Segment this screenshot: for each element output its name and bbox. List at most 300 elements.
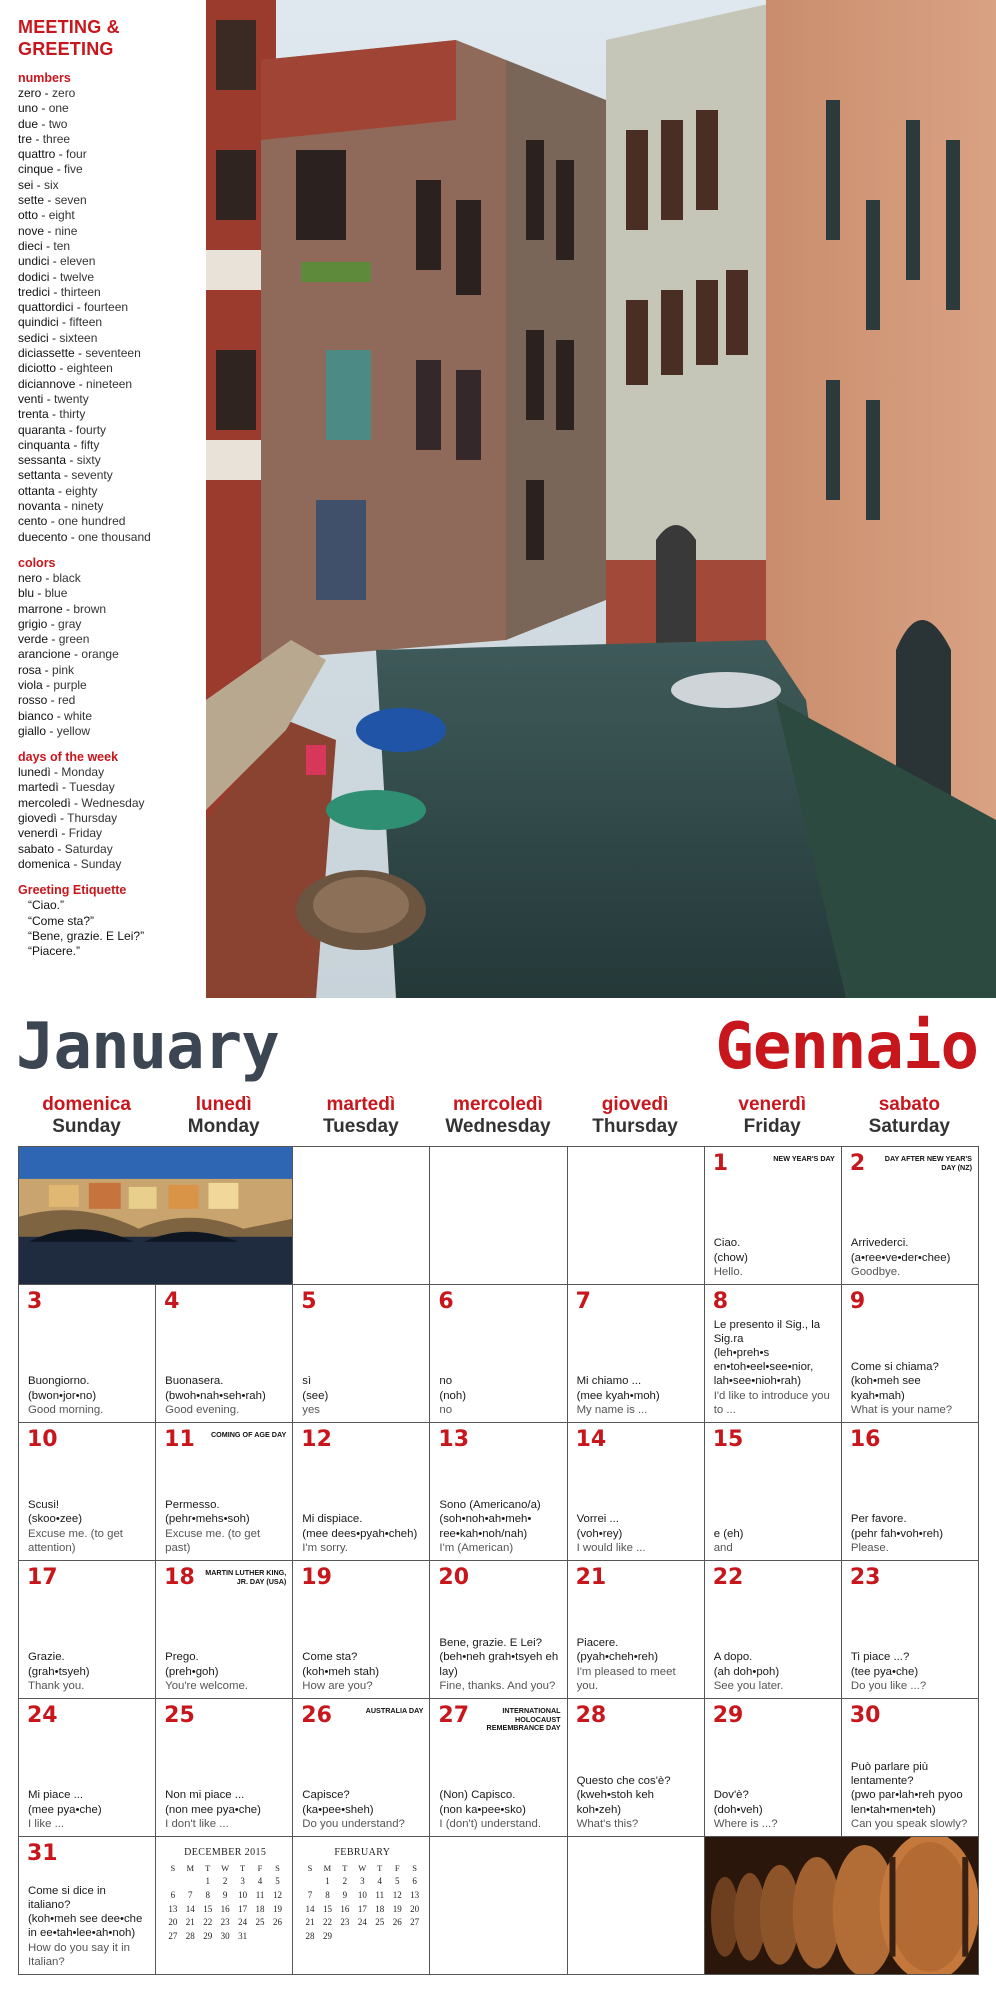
vocab-item-english: fourty: [76, 422, 107, 437]
wine-barrels-photo: [705, 1837, 979, 1975]
vocab-item: [18, 132, 206, 147]
mini-day: 10: [238, 1889, 248, 1900]
phrase-block: [28, 1498, 151, 1555]
vocab-item: [18, 514, 206, 529]
vocab-item: [18, 602, 206, 617]
vocab-section: [18, 555, 206, 739]
phrase-english: See you later.: [713, 1679, 784, 1692]
day-cell: [430, 1285, 567, 1423]
mini-day: 4: [377, 1876, 382, 1887]
mini-day: 23: [340, 1917, 350, 1928]
phrase-pronunciation: (skoo•zee): [28, 1513, 82, 1526]
mini-day: 1: [205, 1876, 210, 1887]
vocab-item-english: seventy: [71, 468, 113, 483]
phrase-english: I (don't) understand.: [439, 1817, 542, 1830]
day-number: 3: [27, 1289, 43, 1314]
vocab-item-italian: quattordici: [18, 300, 74, 315]
weekday-header: [841, 1094, 978, 1144]
day-cell: [842, 1561, 979, 1699]
vocab-separator: -: [67, 529, 79, 544]
vocab-item-english: five: [64, 162, 83, 177]
vocab-item-italian: giovedì: [18, 811, 57, 826]
day-cell: [705, 1699, 842, 1837]
phrase-italian: Mi chiamo ...: [576, 1375, 642, 1388]
vocab-item: [18, 86, 206, 101]
vocab-item-italian: due: [18, 116, 39, 131]
vocab-item: [18, 663, 206, 678]
calendar-cell-empty: [568, 1147, 705, 1285]
vocab-separator: -: [43, 391, 55, 406]
phrase-english: Do you understand?: [302, 1817, 405, 1830]
vocab-item-italian: tre: [18, 131, 33, 146]
day-number: 8: [712, 1289, 729, 1314]
vocab-item-italian: duecento: [18, 529, 68, 544]
vocab-item-italian: tredici: [18, 284, 51, 299]
weekday-italian: domenica: [42, 1094, 131, 1115]
phrase-pronunciation: (mee dees•pyah•cheh): [302, 1527, 418, 1540]
day-number: 16: [849, 1427, 881, 1452]
vocab-item-english: orange: [81, 647, 119, 662]
day-cell: [568, 1423, 705, 1561]
vocab-item-italian: ottanta: [18, 483, 55, 498]
vocab-separator: -: [53, 708, 65, 723]
vocab-item-italian: venti: [18, 391, 44, 406]
phrase-pronunciation: (preh•goh): [165, 1665, 219, 1678]
phrase-italian: no: [439, 1375, 453, 1388]
vocab-item-italian: arancione: [18, 647, 71, 662]
day-number: 19: [301, 1565, 332, 1590]
mini-day: 10: [357, 1889, 367, 1900]
vocab-item: [18, 162, 206, 177]
vocab-item-english: gray: [58, 616, 82, 631]
vocab-item-italian: settanta: [18, 468, 61, 483]
mini-day: 12: [273, 1889, 283, 1900]
day-number: 10: [27, 1427, 58, 1452]
vocab-item: [18, 453, 206, 468]
day-cell: [705, 1147, 842, 1285]
day-number: 7: [575, 1289, 591, 1314]
phrase-italian: Come si chiama?: [850, 1361, 939, 1374]
phrase-english: Thank you.: [28, 1679, 85, 1692]
mini-day: 20: [410, 1903, 420, 1914]
phrase-english: no: [439, 1403, 453, 1416]
vocab-item: [18, 499, 206, 514]
phrase-italian: A dopo.: [713, 1651, 753, 1664]
phrase-block: [714, 1650, 837, 1693]
vocab-item: [18, 857, 206, 872]
mini-day: 15: [203, 1903, 213, 1914]
mini-day: 1: [325, 1876, 330, 1887]
vocab-item-english: Thursday: [67, 811, 118, 826]
vocab-item-english: eleven: [60, 254, 96, 269]
mini-day: 8: [325, 1889, 330, 1900]
vocab-item-english: nineteen: [86, 376, 133, 391]
vocab-separator: -: [44, 223, 55, 238]
calendar-grid: [18, 1146, 979, 1975]
vocab-separator: -: [62, 601, 74, 616]
ponte-vecchio-photo: [19, 1147, 293, 1285]
calendar-cell-empty: [430, 1837, 567, 1975]
day-cell: [156, 1699, 293, 1837]
vocab-item-italian: diciannove: [18, 376, 76, 391]
vocab-item: [18, 438, 206, 453]
day-number: 12: [301, 1427, 332, 1452]
phrase-pronunciation: (chow): [713, 1251, 748, 1264]
mini-day: 14: [305, 1903, 315, 1914]
vocab-item-italian: cinquanta: [18, 437, 71, 452]
mini-day: 17: [238, 1903, 248, 1914]
vocab-item-english: seven: [54, 193, 87, 208]
vocab-item: [18, 208, 206, 223]
vocab-item-italian: cinque: [18, 162, 54, 177]
etiquette-phrase: “Bene, grazie. E Lei?”: [28, 928, 145, 943]
phrase-english: I would like ...: [576, 1541, 646, 1554]
day-cell: [19, 1285, 156, 1423]
vocab-item: [18, 647, 206, 662]
mini-weekday: T: [240, 1862, 246, 1873]
vocab-item-english: one thousand: [78, 529, 151, 544]
phrase-english: How do you say it in Italian?: [28, 1941, 130, 1968]
day-number: 5: [301, 1289, 317, 1314]
vocab-separator: -: [48, 407, 60, 422]
phrase-english: Good evening.: [165, 1403, 240, 1416]
phrase-english: Good morning.: [28, 1403, 104, 1416]
mini-calendar-week-row: [301, 1902, 423, 1916]
day-number: 21: [575, 1565, 607, 1590]
vocab-separator: -: [70, 647, 82, 662]
phrase-block: [439, 1788, 562, 1831]
greeting-etiquette-heading: Greeting Etiquette: [18, 883, 127, 898]
phrase-pronunciation: (ah doh•poh): [713, 1665, 780, 1678]
mini-weekday: S: [170, 1862, 176, 1873]
vocab-item-english: Saturday: [64, 841, 113, 856]
vocab-item-italian: uno: [18, 101, 39, 116]
phrase-block: [851, 1512, 974, 1555]
day-number: 26: [301, 1703, 332, 1728]
greeting-etiquette-section: [18, 882, 206, 959]
mini-calendar: [301, 1847, 423, 1943]
phrase-italian: Mi dispiace.: [302, 1513, 363, 1526]
vocab-item: [18, 632, 206, 647]
mini-day: 29: [322, 1930, 332, 1941]
vocab-separator: -: [38, 116, 49, 131]
day-number: 17: [27, 1565, 58, 1590]
mini-day: 28: [185, 1930, 195, 1941]
vocab-item-italian: rosa: [18, 662, 42, 677]
vocab-item: [18, 423, 206, 438]
phrase-block: [577, 1636, 700, 1693]
vocab-item-italian: cento: [18, 514, 48, 529]
vocab-item: [18, 842, 206, 857]
day-number: 24: [27, 1703, 58, 1728]
phrase-english: Fine, thanks. And you?: [439, 1679, 556, 1692]
phrase-italian: Buonasera.: [165, 1375, 224, 1388]
vocab-item: [18, 315, 206, 330]
phrase-pronunciation: (voh•rey): [576, 1527, 623, 1540]
phrase-english: I'm (American): [439, 1541, 514, 1554]
day-cell: [19, 1837, 156, 1975]
vocab-item: [18, 178, 206, 193]
holiday-label: AUSTRALIA DAY: [365, 1706, 424, 1715]
day-cell: [842, 1423, 979, 1561]
calendar-cell-empty: [568, 1837, 705, 1975]
phrase-english: and: [713, 1541, 733, 1554]
mini-calendar-week-row: [164, 1902, 286, 1916]
phrase-english: Excuse me. (to get attention): [28, 1527, 123, 1554]
phrase-pronunciation: (mee kyah•moh): [576, 1389, 660, 1402]
phrase-pronunciation: (pyah•cheh•reh): [576, 1651, 658, 1664]
mini-day: 6: [170, 1889, 176, 1900]
vocab-item-italian: sei: [18, 177, 34, 192]
weekday-header: [292, 1094, 429, 1144]
mini-day: 5: [275, 1876, 280, 1887]
mini-day: 2: [342, 1876, 348, 1887]
mini-day: 31: [238, 1930, 248, 1941]
phrase-english: I like ...: [28, 1817, 65, 1830]
mini-day: 30: [220, 1930, 230, 1941]
mini-weekday: M: [186, 1862, 195, 1873]
mini-calendar-week-row: [301, 1915, 423, 1929]
phrase-block: [439, 1374, 562, 1417]
phrase-block: [714, 1527, 837, 1555]
vocab-item-italian: dodici: [18, 269, 50, 284]
phrase-pronunciation: (grah•tsyeh): [28, 1665, 90, 1678]
mini-calendar-week-row: [164, 1929, 286, 1943]
vocab-separator: -: [47, 693, 59, 708]
phrase-italian: Come sta?: [302, 1651, 358, 1664]
vocab-item: [18, 346, 206, 361]
mini-calendar-week-row: [164, 1875, 286, 1889]
day-number: 31: [27, 1841, 58, 1866]
vocab-item-english: Tuesday: [69, 780, 115, 795]
vocab-item-italian: trenta: [18, 407, 49, 422]
vocab-separator: -: [42, 677, 54, 692]
vocab-item-english: eighteen: [66, 361, 113, 376]
vocab-item-english: Monday: [61, 765, 105, 780]
phrase-italian: Ti piace ...?: [850, 1651, 910, 1664]
phrase-block: [28, 1788, 151, 1831]
mini-day: 24: [238, 1917, 248, 1928]
vocab-item-english: green: [58, 632, 90, 647]
venice-canal-illustration: [206, 0, 996, 998]
day-number: 1: [712, 1151, 729, 1176]
mini-day: [251, 1929, 268, 1943]
phrase-english: Can you speak slowly?: [850, 1817, 968, 1830]
weekday-italian: sabato: [878, 1094, 940, 1115]
mini-day: 4: [257, 1876, 263, 1887]
day-number: 23: [849, 1565, 881, 1590]
vocab-item: [18, 571, 206, 586]
day-number: 20: [438, 1565, 470, 1590]
weekday-english: Sunday: [52, 1116, 121, 1137]
phrase-pronunciation: (mee pya•che): [28, 1803, 102, 1816]
weekday-italian: giovedì: [601, 1094, 669, 1115]
vocab-separator: -: [32, 131, 43, 146]
weekday-english: Thursday: [592, 1116, 678, 1137]
vocab-separator: -: [54, 483, 66, 498]
vocab-item: [18, 407, 206, 422]
vocab-separator: -: [56, 811, 68, 826]
phrase-pronunciation: (soh•noh•ah•meh• ree•kah•noh/nah): [439, 1513, 532, 1540]
vocab-item-english: twelve: [60, 269, 95, 284]
vocab-separator: -: [49, 254, 61, 269]
phrase-english: I'm pleased to meet you.: [576, 1665, 676, 1692]
phrase-block: [577, 1774, 700, 1831]
vocab-item-english: thirteen: [60, 284, 101, 299]
phrase-english: Excuse me. (to get past): [165, 1527, 261, 1554]
day-cell: [293, 1423, 430, 1561]
mini-calendar-week-row: [164, 1888, 286, 1902]
day-cell: [430, 1423, 567, 1561]
vocab-separator: -: [54, 841, 65, 856]
vocab-item: [18, 811, 206, 826]
day-cell: [842, 1285, 979, 1423]
vocab-separator: -: [48, 330, 60, 345]
mini-day: 22: [322, 1917, 332, 1928]
month-title-english: January: [16, 1010, 279, 1084]
day-number: 27: [438, 1703, 470, 1728]
phrase-italian: (Non) Capisco.: [439, 1789, 516, 1802]
phrase-english: What's this?: [576, 1817, 639, 1830]
mini-day: 8: [205, 1889, 210, 1900]
mini-calendar-title: FEBRUARY: [334, 1847, 391, 1858]
vocab-item: [18, 484, 206, 499]
mini-calendar-weekday-row: [164, 1861, 286, 1875]
vocab-item-italian: giallo: [18, 723, 47, 738]
vocab-item-english: white: [64, 708, 93, 723]
vocab-item-italian: quindici: [18, 315, 59, 330]
vocab-item-english: black: [52, 570, 81, 585]
phrase-english: Hello.: [713, 1265, 743, 1278]
phrase-block: [439, 1636, 562, 1693]
vocab-item-english: Sunday: [80, 856, 122, 871]
vocab-item-italian: sessanta: [18, 453, 67, 468]
phrase-english: Do you like ...?: [850, 1679, 927, 1692]
mini-calendar-week-row: [301, 1888, 423, 1902]
day-cell: [293, 1699, 430, 1837]
vocab-item: [18, 147, 206, 162]
phrase-pronunciation: (koh•meh stah): [302, 1665, 380, 1678]
vocab-sections: [18, 70, 206, 872]
vocab-item-italian: novanta: [18, 499, 61, 514]
vocab-item: [18, 392, 206, 407]
mini-day: [182, 1875, 199, 1889]
vocab-item: [18, 254, 206, 269]
mini-day: 23: [220, 1917, 230, 1928]
phrase-italian: Permesso.: [165, 1499, 220, 1512]
day-number: 13: [438, 1427, 470, 1452]
weekday-english: Tuesday: [322, 1116, 399, 1137]
phrase-block: [165, 1498, 288, 1555]
phrase-italian: Capisce?: [302, 1789, 350, 1802]
vocab-item-italian: dieci: [18, 238, 43, 253]
vocab-item-italian: grigio: [18, 616, 48, 631]
vocab-item: [18, 193, 206, 208]
vocab-separator: -: [58, 826, 69, 841]
phrase-block: [714, 1788, 837, 1831]
phrase-block: [851, 1236, 974, 1279]
vocab-separator: -: [66, 453, 77, 468]
vocab-item: [18, 361, 206, 376]
phrase-italian: Prego.: [165, 1651, 199, 1664]
phrase-italian: Scusi!: [28, 1499, 60, 1512]
vocab-section-heading: numbers: [18, 71, 71, 85]
phrase-italian: Le presento il Sig., la Sig.ra: [713, 1318, 821, 1345]
vocab-separator: -: [44, 193, 55, 208]
mini-weekday: W: [221, 1862, 230, 1873]
vocab-separator: -: [41, 662, 53, 677]
vocab-separator: -: [34, 586, 45, 601]
phrase-pronunciation: (pehr•mehs•soh): [165, 1513, 250, 1526]
day-cell: [19, 1423, 156, 1561]
vocab-item-italian: diciassette: [18, 346, 75, 361]
vocab-item-english: Wednesday: [81, 795, 145, 810]
vocab-item: [18, 826, 206, 841]
day-number: 4: [164, 1289, 180, 1314]
vocab-separator: -: [65, 422, 77, 437]
weekday-italian: mercoledì: [453, 1094, 543, 1115]
phrase-italian: Dov'è?: [713, 1789, 749, 1802]
vocab-item-english: fifteen: [69, 315, 103, 330]
phrase-english: My name is ...: [576, 1403, 648, 1416]
mini-day: [269, 1929, 287, 1943]
day-cell: [293, 1561, 430, 1699]
vocab-item-english: eight: [48, 208, 75, 223]
weekday-english: Saturday: [868, 1116, 950, 1137]
vocab-item: [18, 796, 206, 811]
day-number: 6: [438, 1289, 454, 1314]
vocab-item-english: zero: [52, 86, 76, 100]
vocab-separator: -: [42, 238, 54, 253]
vocab-separator: -: [60, 468, 72, 483]
vocab-item-english: ninety: [71, 499, 104, 514]
phrase-italian: Piacere.: [576, 1637, 619, 1650]
vocab-separator: -: [53, 162, 65, 177]
vocab-item: [18, 709, 206, 724]
day-cell: [705, 1423, 842, 1561]
vocab-item: [18, 468, 206, 483]
phrase-pronunciation: (beh•neh grah•tsyeh eh lay): [439, 1651, 559, 1678]
phrase-pronunciation: (koh•meh see kyah•mah): [850, 1375, 921, 1402]
mini-day: 25: [375, 1917, 385, 1928]
phrase-pronunciation: (koh•meh see dee•che in ee•tah•lee•ah•noh): [28, 1913, 143, 1940]
day-cell: [842, 1699, 979, 1837]
phrase-italian: Sono (Americano/a): [439, 1499, 541, 1512]
vocab-item: [18, 101, 206, 116]
phrase-block: [851, 1760, 974, 1831]
mini-day: 29: [203, 1930, 213, 1941]
vocab-separator: -: [74, 346, 86, 361]
vocab-item-english: fourteen: [84, 300, 129, 315]
phrase-italian: Non mi piace ...: [165, 1789, 245, 1802]
mini-day: 15: [322, 1903, 332, 1914]
day-number: 9: [849, 1289, 866, 1314]
day-cell: [19, 1561, 156, 1699]
weekday-italian: venerdì: [738, 1094, 806, 1115]
mini-day: 14: [185, 1903, 195, 1914]
vocab-item-english: four: [66, 147, 87, 162]
vocab-item: [18, 765, 206, 780]
phrase-block: [28, 1374, 151, 1417]
day-number: 28: [575, 1703, 607, 1728]
mini-weekday: S: [307, 1862, 313, 1873]
mini-day: 25: [255, 1917, 265, 1928]
day-cell: [156, 1561, 293, 1699]
vocab-separator: -: [42, 570, 53, 585]
mini-day: 18: [375, 1903, 385, 1914]
vocab-item-italian: mercoledì: [18, 795, 71, 810]
weekday-header: [155, 1094, 292, 1144]
